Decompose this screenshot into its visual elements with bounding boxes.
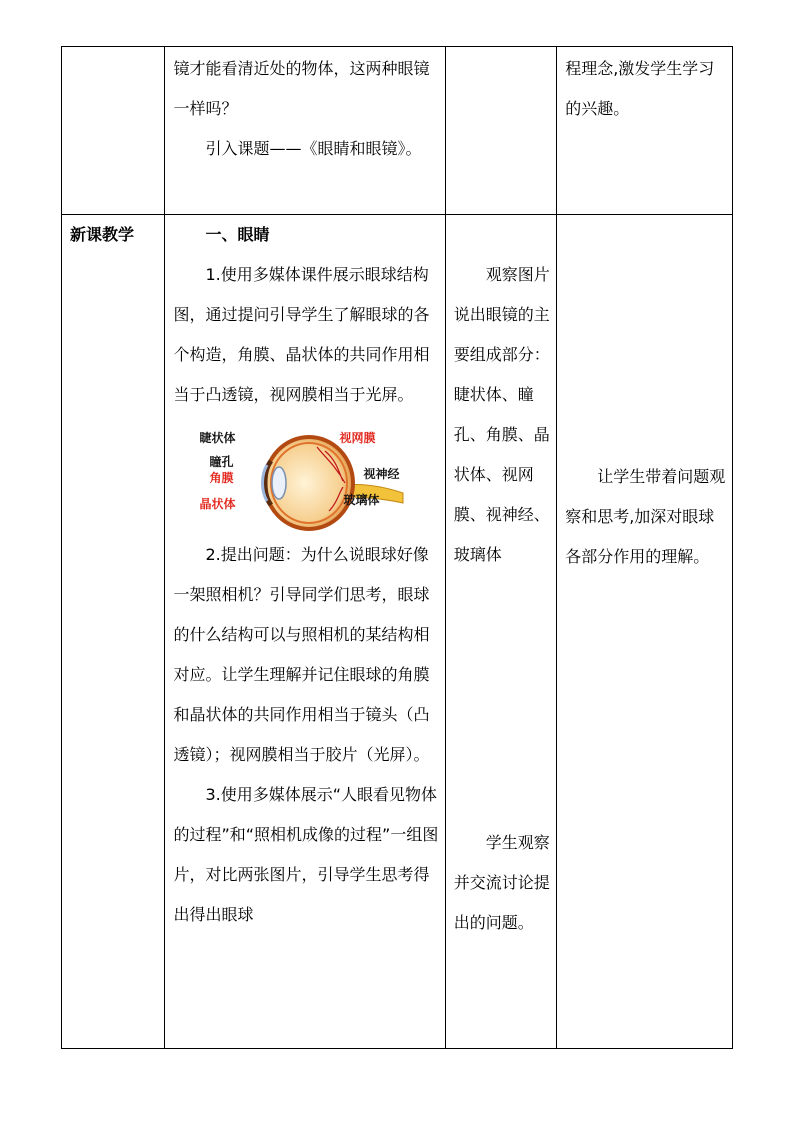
label-cornea: 角膜 xyxy=(209,471,234,485)
label-retina: 视网膜 xyxy=(339,431,376,445)
section-label: 新课教学 xyxy=(70,225,135,244)
label-optic-nerve: 视神经 xyxy=(363,467,400,481)
cell-teacher-activity xyxy=(165,215,445,1049)
table-row xyxy=(62,215,733,1049)
step-2-text: 2.提出问题：为什么说眼球好像一架照相机？引导同学们思考，眼球的什么结构可以与照相机的某结构相对应。让学生理解并记住眼球的角膜和晶状体的共同作用相当于镜头（凸透镜）；视网膜相当于胶片（光屏）。 xyxy=(173,545,430,764)
section-heading: 一、眼睛 xyxy=(205,225,270,244)
cell-student-activity xyxy=(445,215,556,1049)
label-lens: 晶状体 xyxy=(199,497,236,511)
label-ciliary: 睫状体 xyxy=(199,431,236,445)
step-1-text: 1.使用多媒体课件展示眼球结构图，通过提问引导学生了解眼球的各个构造，角膜、晶状体的共同作用相当于凸透镜，视网膜相当于光屏。 xyxy=(173,265,430,404)
cell-student-activity-empty xyxy=(445,47,556,215)
cell-design-intent xyxy=(557,47,733,215)
cell-stage-empty xyxy=(62,47,165,215)
step-3-text: 3.使用多媒体展示“人眼看见物体的过程”和“照相机成像的过程”一组图片，对比两张图片，引导学生思考得出得出眼球 xyxy=(173,785,439,924)
lesson-plan-table xyxy=(61,46,733,1049)
student-activity-1: 观察图片说出眼镜的主要组成部分：睫状体、瞳孔、角膜、晶状体、视网膜、视神经、玻璃体 xyxy=(453,265,550,564)
question-text: 镜才能看清近处的物体，这两种眼镜一样吗？ xyxy=(173,59,430,118)
eye-structure-diagram xyxy=(199,421,405,531)
table-row xyxy=(62,47,733,215)
cell-teacher-activity xyxy=(165,47,445,215)
student-activity-2: 学生观察并交流讨论提出的问题。 xyxy=(453,833,550,932)
design-intent-text: 让学生带着问题观察和思考,加深对眼球各部分作用的理解。 xyxy=(565,467,726,566)
cell-stage xyxy=(62,215,165,1049)
cell-design-intent xyxy=(557,215,733,1049)
label-vitreous: 玻璃体 xyxy=(343,493,380,507)
intro-text: 引入课题——《眼睛和眼镜》。 xyxy=(205,139,422,158)
label-pupil: 瞳孔 xyxy=(209,455,234,469)
intent-text: 程理念,激发学生学习的兴趣。 xyxy=(565,59,715,118)
